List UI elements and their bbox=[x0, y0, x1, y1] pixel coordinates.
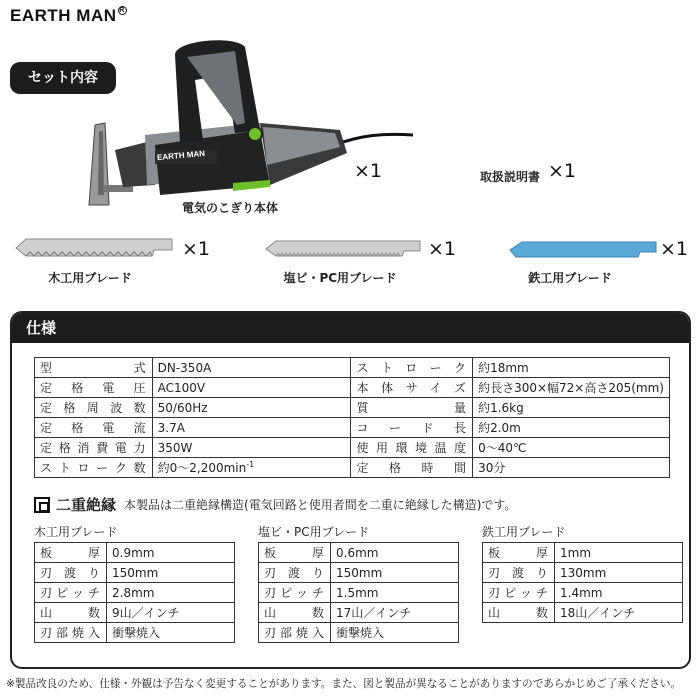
wood-blade-spec-table bbox=[34, 542, 235, 643]
double-insulation-title: 二重絶縁 bbox=[56, 496, 117, 514]
double-insulation-text: 本製品は二重絶縁構造(電気回路と使用者間を二重に絶縁した構造)です。 bbox=[124, 498, 517, 512]
spec-label bbox=[35, 458, 153, 478]
brand-logo bbox=[10, 6, 127, 26]
blade-spec-label: 山数 bbox=[259, 603, 331, 623]
spec-label-text: 定格電圧 bbox=[40, 381, 147, 395]
blade-spec-value: 1.4mm bbox=[555, 583, 683, 603]
spec-label bbox=[351, 358, 473, 378]
metal-blade-spec-title: 鉄工用ブレード bbox=[482, 525, 566, 539]
spec-value bbox=[152, 398, 351, 418]
spec-label-text: 質量 bbox=[356, 401, 468, 415]
spec-label bbox=[35, 398, 153, 418]
blade-spec-label: 板厚 bbox=[35, 543, 107, 563]
wood-blade-quantity: ×1 bbox=[182, 238, 211, 260]
blade-spec-value: 0.9mm bbox=[107, 543, 235, 563]
spec-value-text: 約1.6kg bbox=[478, 401, 524, 415]
blade-spec-label: 刃ピッチ bbox=[259, 583, 331, 603]
spec-label bbox=[35, 418, 153, 438]
spec-row bbox=[35, 438, 670, 458]
spec-value-text: 約2.0m bbox=[478, 421, 521, 435]
spec-label-text: 定格電流 bbox=[40, 421, 147, 435]
saw-body-logo: EARTH MAN bbox=[156, 148, 206, 163]
spec-row bbox=[35, 418, 670, 438]
spec-label-text: コード長 bbox=[356, 421, 468, 435]
blade-spec-row bbox=[35, 563, 235, 583]
blade-spec-value: 衝撃焼入 bbox=[107, 623, 235, 643]
wood-blade-image bbox=[14, 236, 174, 260]
pvc-blade-spec-title: 塩ビ・PC用ブレード bbox=[258, 525, 370, 539]
spec-value-text: 約0～2,200min bbox=[157, 461, 247, 475]
spec-value-text: 350W bbox=[157, 440, 193, 455]
blade-spec-row bbox=[259, 623, 459, 643]
spec-value-superscript: -1 bbox=[246, 460, 255, 469]
blade-spec-label: 刃ピッチ bbox=[35, 583, 107, 603]
spec-label bbox=[351, 438, 473, 458]
spec-row bbox=[35, 358, 670, 378]
spec-value-text: 3.7A bbox=[157, 420, 185, 435]
spec-value bbox=[152, 418, 351, 438]
spec-label-text: ストローク bbox=[356, 361, 468, 375]
blade-spec-value: 130mm bbox=[555, 563, 683, 583]
blade-spec-row bbox=[483, 603, 683, 623]
blade-spec-label: 刃渡り bbox=[483, 563, 555, 583]
blade-spec-label: 山数 bbox=[35, 603, 107, 623]
metal-blade-caption: 鉄工用ブレード bbox=[528, 271, 612, 285]
spec-label-text: 定格周波数 bbox=[40, 401, 147, 415]
blade-spec-label: 板厚 bbox=[259, 543, 331, 563]
blade-spec-row bbox=[35, 623, 235, 643]
blade-spec-row bbox=[483, 583, 683, 603]
blade-spec-value: 17山／インチ bbox=[331, 603, 459, 623]
reciprocating-saw-image bbox=[85, 35, 415, 210]
double-insulation-icon bbox=[34, 497, 50, 513]
spec-value bbox=[152, 358, 351, 378]
blade-spec-value: 1.5mm bbox=[331, 583, 459, 603]
blade-spec-label: 刃部焼入 bbox=[259, 623, 331, 643]
wood-blade-spec-title: 木工用ブレード bbox=[34, 525, 118, 539]
blade-spec-label: 板厚 bbox=[483, 543, 555, 563]
manual-caption: 取扱説明書 bbox=[479, 170, 540, 184]
blade-spec-label: 刃ピッチ bbox=[483, 583, 555, 603]
blade-spec-row bbox=[259, 583, 459, 603]
blade-spec-row bbox=[259, 603, 459, 623]
saw-quantity: ×1 bbox=[354, 160, 383, 182]
pvc-blade-quantity: ×1 bbox=[428, 238, 457, 260]
blade-spec-label: 刃渡り bbox=[259, 563, 331, 583]
blade-spec-value: 18山／インチ bbox=[555, 603, 683, 623]
spec-value-text: 約長さ300×幅72×高さ205(mm) bbox=[478, 381, 664, 395]
spec-value bbox=[473, 438, 670, 458]
blade-spec-row bbox=[35, 603, 235, 623]
blade-spec-row bbox=[259, 543, 459, 563]
spec-panel bbox=[10, 311, 691, 669]
registered-mark: R bbox=[119, 7, 125, 14]
spec-label bbox=[351, 458, 473, 478]
main-spec-table bbox=[34, 357, 670, 478]
blade-spec-row bbox=[35, 583, 235, 603]
spec-label-text: 型式 bbox=[40, 361, 147, 375]
spec-value bbox=[152, 438, 351, 458]
manual-quantity: ×1 bbox=[548, 160, 577, 182]
spec-label-text: ストローク数 bbox=[40, 461, 147, 475]
metal-blade-spec-table bbox=[482, 542, 683, 623]
spec-label bbox=[35, 438, 153, 458]
spec-value-text: AC100V bbox=[157, 380, 206, 395]
spec-value bbox=[473, 458, 670, 478]
blade-spec-value: 0.6mm bbox=[331, 543, 459, 563]
blade-spec-label: 山数 bbox=[483, 603, 555, 623]
spec-label bbox=[351, 418, 473, 438]
brand-logo-text: EARTH MAN bbox=[10, 6, 117, 25]
wood-blade-caption: 木工用ブレード bbox=[48, 271, 132, 285]
blade-spec-value: 150mm bbox=[107, 563, 235, 583]
pvc-blade-caption: 塩ビ・PC用ブレード bbox=[283, 271, 397, 285]
metal-blade-quantity: ×1 bbox=[660, 238, 689, 260]
blade-spec-row bbox=[259, 563, 459, 583]
blade-spec-value: 1mm bbox=[555, 543, 683, 563]
spec-value bbox=[473, 418, 670, 438]
spec-label bbox=[351, 378, 473, 398]
pvc-blade-image bbox=[264, 238, 422, 260]
spec-value-text: 30分 bbox=[478, 461, 506, 475]
spec-label-text: 定格時間 bbox=[356, 461, 468, 475]
spec-label bbox=[35, 378, 153, 398]
blade-spec-label: 刃渡り bbox=[35, 563, 107, 583]
blade-spec-value: 衝撃焼入 bbox=[331, 623, 459, 643]
spec-value bbox=[152, 378, 351, 398]
blade-spec-label: 刃部焼入 bbox=[35, 623, 107, 643]
set-contents-badge: セット内容 bbox=[10, 62, 116, 94]
pvc-blade-spec-table bbox=[258, 542, 459, 643]
double-insulation-note bbox=[34, 494, 516, 515]
spec-value bbox=[152, 458, 351, 478]
spec-header: 仕様 bbox=[12, 313, 689, 343]
blade-spec-value: 2.8mm bbox=[107, 583, 235, 603]
blade-spec-value: 9山／インチ bbox=[107, 603, 235, 623]
footnote: ※製品改良のため、仕様・外観は予告なく変更することがあります。また、図と製品が異なることがありますのであらかじめご了承ください。 bbox=[6, 678, 682, 690]
spec-value bbox=[473, 378, 670, 398]
spec-value-text: DN-350A bbox=[157, 360, 212, 375]
spec-label-text: 本体サイズ bbox=[356, 381, 468, 395]
spec-row bbox=[35, 378, 670, 398]
spec-value-text: 0～40℃ bbox=[478, 441, 527, 455]
blade-spec-value: 150mm bbox=[331, 563, 459, 583]
spec-value bbox=[473, 398, 670, 418]
spec-label bbox=[351, 398, 473, 418]
blade-spec-row bbox=[35, 543, 235, 563]
spec-value-text: 約18mm bbox=[478, 361, 529, 375]
spec-row bbox=[35, 398, 670, 418]
metal-blade-image bbox=[508, 240, 658, 260]
spec-value-text: 50/60Hz bbox=[157, 400, 208, 415]
spec-label-text: 定格消費電力 bbox=[40, 441, 147, 455]
blade-spec-row bbox=[483, 563, 683, 583]
spec-label-text: 使用環境温度 bbox=[356, 441, 468, 455]
spec-row bbox=[35, 458, 670, 478]
blade-spec-row bbox=[483, 543, 683, 563]
saw-caption: 電気のこぎり本体 bbox=[181, 201, 278, 215]
spec-label bbox=[35, 358, 153, 378]
spec-value bbox=[473, 358, 670, 378]
